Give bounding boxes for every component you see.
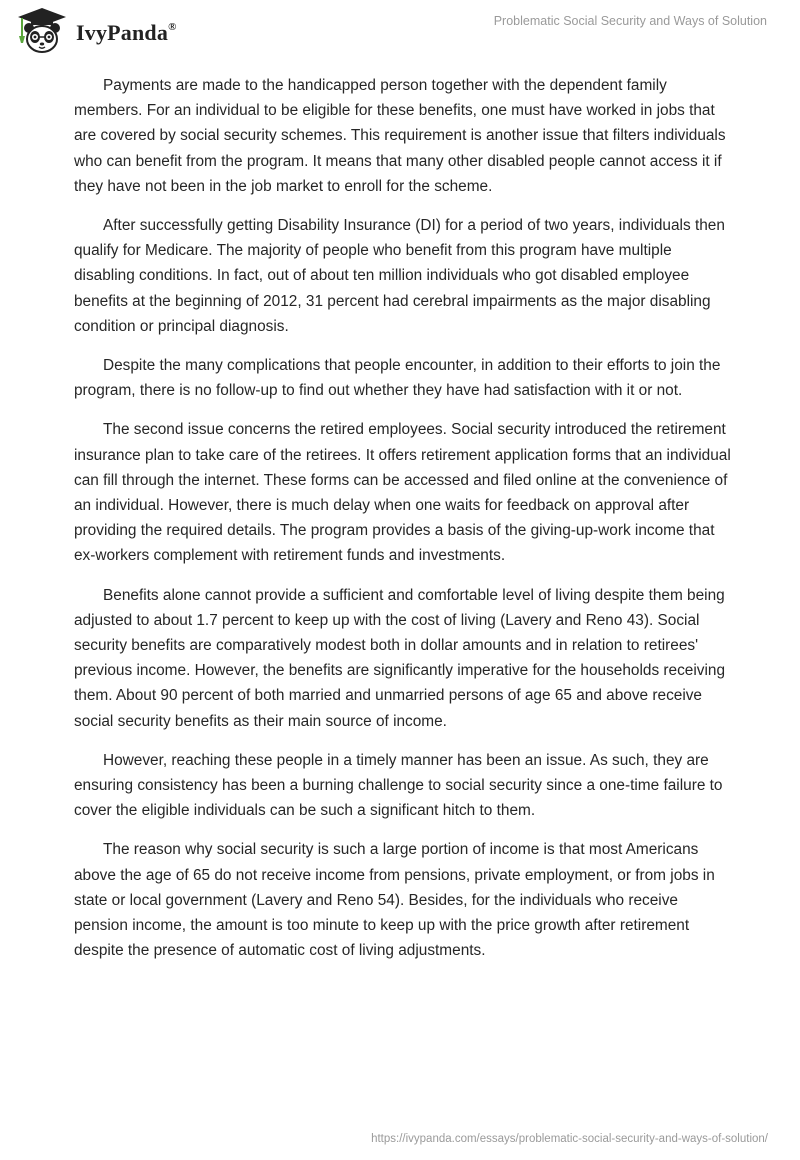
brand-name: IvyPanda®: [76, 20, 177, 45]
panda-graduate-icon: [14, 6, 70, 56]
paragraph: After successfully getting Disability Insurance (DI) for a period of two years, individuals then qualify for Medicare. The majority of people who benefit from this program have multiple disabling conditions. In fact, out of about ten million individuals who got disabled employee benefits at the beginning of 2012, 31 percent had cerebral impairments as the major disabling condition or principal diagnosis.: [74, 217, 725, 335]
paragraph: The reason why social security is such a large portion of income is that most Americans above the age of 65 do not receive income from pensions, private employment, or from jobs in state or local government (Lavery and Reno 54). Besides, for the individuals who receive pension income, the amount is too minute to keep up with the price growth after retirement despite the presence of automatic cost of living adjustments.: [74, 841, 715, 960]
paragraph: Benefits alone cannot provide a sufficient and comfortable level of living despite them being adjusted to about 1.7 percent to keep up with the cost of living (Lavery and Reno 43). Social security benefits are comparatively modest both in dollar amounts and in relation to retirees' previous income. However, the benefits are significantly imperative for the households receiving them. About 90 percent of both married and unmarried persons of age 65 and above receive social security benefits as their main source of income.: [74, 586, 726, 730]
document-title: Problematic Social Security and Ways of Solution: [493, 14, 767, 28]
brand-logo[interactable]: [14, 6, 177, 56]
page-header: [0, 0, 800, 70]
source-url[interactable]: https://ivypanda.com/essays/problematic-social-security-and-ways-of-solution/: [371, 1133, 768, 1145]
paragraph: However, reaching these people in a timely manner has been an issue. As such, they are ensuring consistency has been a burning challenge to social security since a one-time failure to cover the eligible individuals can be such a significant hitch to them.: [74, 751, 723, 820]
essay-body: [74, 73, 734, 978]
paragraph: Payments are made to the handicapped person together with the dependent family members. For an individual to be eligible for these benefits, one must have worked in jobs that are covered by social security schemes. This requirement is another issue that filters individuals who can benefit from the program. It means that many other disabled people cannot access it if they have not been in the job market to enroll for the scheme.: [74, 77, 726, 195]
paragraph: The second issue concerns the retired employees. Social security introduced the retirement insurance plan to take care of the retirees. It offers retirement application forms that an individual can fill through the internet. These forms can be accessed and filed online at the convenience of an individual. However, there is much delay when one waits for feedback on approval after providing the required details. The program provides a basis of the giving-up-work income that ex-workers complement with retirement funds and investments.: [74, 421, 731, 565]
paragraph: Despite the many complications that people encounter, in addition to their efforts to join the program, there is no follow-up to find out whether they have had satisfaction with it or not.: [74, 357, 721, 400]
